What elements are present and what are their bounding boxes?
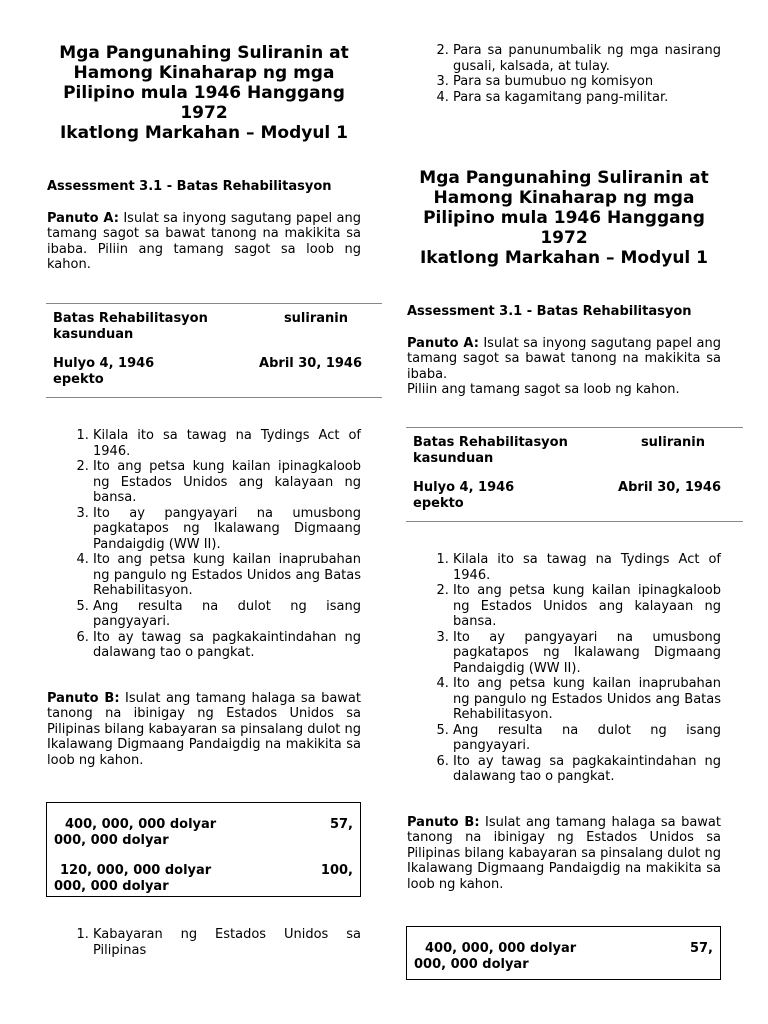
keyword-box: Batas Rehabilitasyon suliranin kasunduan Hulyo 4, 1946 Abril 30, 1946 epekto xyxy=(46,303,382,398)
questions-b-list-continued xyxy=(407,43,721,105)
list-item: 1. Kilala ito sa tawag na Tydings Act of 1946. xyxy=(453,552,721,583)
list-item: 4. Para sa kagamitang pang-militar. xyxy=(453,90,721,106)
list-item: 2. Ito ang petsa kung kailan ipinagkaloob ng Estados Unidos ang kalayaan ng bansa. xyxy=(453,583,721,630)
list-item: 3. Para sa bumubuo ng komisyon xyxy=(453,74,721,90)
left-lower xyxy=(47,428,361,768)
list-item: 1. Kabayaran ng Estados Unidos sa Pilipinas xyxy=(93,927,361,958)
list-item: 5. Ang resulta na dulot ng isang pangyayari. xyxy=(93,599,361,630)
left-column xyxy=(47,43,361,273)
panuto-b: Panuto B: Isulat ang tamang halaga sa bawat tanong na ibinigay ng Estados Unidos sa Pilipinas bilang kabayaran sa pinsalang dulot ng Ikalawang Digmaang Pandaigdig na makikita sa loob ng kahon. xyxy=(407,814,721,892)
questions-b-list xyxy=(47,927,361,958)
page-title: Mga Pangunahing Suliranin at Hamong Kinaharap ng mga Pilipino mula 1946 Hanggang 1972 Ikatlong Markahan – Modyul 1 xyxy=(419,168,709,268)
panuto-b: Panuto B: Isulat ang tamang halaga sa bawat tanong na ibinigay ng Estados Unidos sa Pilipinas bilang kabayaran sa pinsalang dulot ng Ikalawang Digmaang Pandaigdig na makikita sa loob ng kahon. xyxy=(47,690,361,768)
values-box: 400, 000, 000 dolyar 57, 000, 000 dolyar 120, 000, 000 dolyar 100, 000, 000 dolyar xyxy=(46,802,361,897)
right-column xyxy=(407,168,721,398)
right-top xyxy=(407,43,721,105)
list-item: 4. Ito ang petsa kung kailan inaprubahan ng pangulo ng Estados Unidos ang Batas Rehabilitasyon. xyxy=(453,676,721,723)
list-item: 4. Ito ang petsa kung kailan inaprubahan ng pangulo ng Estados Unidos ang Batas Rehabilitasyon. xyxy=(93,552,361,599)
left-bottom xyxy=(47,927,361,958)
list-item: 3. Ito ay pangyayari na umusbong pagkatapos ng Ikalawang Digmaang Pandaigdig (WW II). xyxy=(93,506,361,553)
panuto-a: Panuto A: Isulat sa inyong sagutang papel ang tamang sagot sa bawat tanong na makikita sa ibaba. Piliin ang tamang sagot sa loob ng kahon. xyxy=(47,210,361,272)
list-item: 2. Ito ang petsa kung kailan ipinagkaloob ng Estados Unidos ang kalayaan ng bansa. xyxy=(93,459,361,506)
list-item: 3. Ito ay pangyayari na umusbong pagkatapos ng Ikalawang Digmaang Pandaigdig (WW II). xyxy=(453,630,721,677)
page-title: Mga Pangunahing Suliranin at Hamong Kinaharap ng mga Pilipino mula 1946 Hanggang 1972 Ikatlong Markahan – Modyul 1 xyxy=(59,43,349,143)
right-lower xyxy=(407,552,721,892)
values-box: 400, 000, 000 dolyar 57, 000, 000 dolyar xyxy=(406,926,721,980)
list-item: 6. Ito ay tawag sa pagkakaintindahan ng dalawang tao o pangkat. xyxy=(453,754,721,785)
list-item: 5. Ang resulta na dulot ng isang pangyayari. xyxy=(453,723,721,754)
questions-a-list xyxy=(47,428,361,661)
list-item: 6. Ito ay tawag sa pagkakaintindahan ng dalawang tao o pangkat. xyxy=(93,630,361,661)
panuto-a: Panuto A: Isulat sa inyong sagutang papel ang tamang sagot sa bawat tanong na makikita sa ibaba. Piliin ang tamang sagot sa loob ng kahon. xyxy=(407,335,721,397)
assessment-heading: Assessment 3.1 - Batas Rehabilitasyon xyxy=(407,304,692,319)
list-item: 2. Para sa panunumbalik ng mga nasirang gusali, kalsada, at tulay. xyxy=(453,43,721,74)
list-item: 1. Kilala ito sa tawag na Tydings Act of 1946. xyxy=(93,428,361,459)
keyword-box: Batas Rehabilitasyon suliranin kasunduan Hulyo 4, 1946 Abril 30, 1946 epekto xyxy=(406,427,743,522)
assessment-heading: Assessment 3.1 - Batas Rehabilitasyon xyxy=(47,179,332,194)
questions-a-list xyxy=(407,552,721,785)
